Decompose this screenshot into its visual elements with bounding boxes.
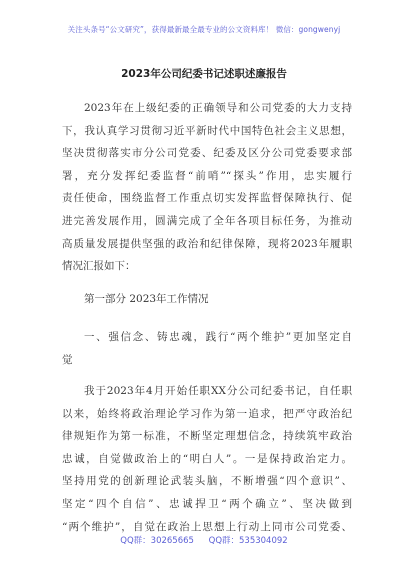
text-line: 2023年在上级纪委的正确领导和公司党委的大力支持 (84, 102, 352, 114)
text-line: 我于2023年4月开始任职XX分公司纪委书记，自任职 (84, 385, 352, 397)
text-line: 忠诚，自觉做政治上的“明白人”。一是保持政治定力。 (62, 452, 352, 465)
paragraph-subheading (62, 326, 352, 371)
paragraph-body (62, 380, 352, 538)
qq-group-1: QQ群：30265665 (120, 536, 194, 546)
text-line: 下，我认真学习贯彻习近平新时代中国特色社会主义思想， (62, 124, 352, 137)
footer-contact (0, 534, 408, 546)
text-line: 进完善发展作用，圆满完成了全年各项目标任务，为推动 (62, 214, 352, 227)
text-line: 情况汇报如下： (62, 260, 136, 273)
document-title: 2023年公司纪委书记述职述廉报告 (121, 68, 287, 80)
paragraph-intro (62, 97, 352, 278)
text-line: 坚持用党的创新理论武装头脑，不断增强“四个意识”、 (62, 475, 352, 488)
text-line: 觉 (62, 353, 73, 366)
text-line: 坚定“四个自信”、忠诚捍卫“两个确立”、坚决做到 (62, 497, 352, 510)
section-heading: 第一部分 2023年工作情况 (84, 293, 209, 305)
text-line: “两个维护”，自觉在政治上思想上行动上同市公司党委、 (62, 520, 352, 533)
text-line: 一、强信念、铸忠魂，践行“两个维护”更加坚定自 (84, 331, 352, 343)
text-line: 坚决贯彻落实市分公司党委、纪委及区分公司党委要求部 (62, 147, 352, 160)
text-line: 律规矩作为第一标准，不断坚定理想信念，持续筑牢政治 (62, 430, 352, 443)
text-line: 署，充分发挥纪委监督“前哨”“探头”作用，忠实履行 (62, 169, 352, 182)
text-line: 责任使命，围绕监督工作重点切实发挥监督保障执行、促 (62, 192, 352, 205)
header-banner: 关注头条号“公文研究”，获得最新最全最专业的公文资料库！ 微信：gongwenyj (67, 25, 341, 34)
text-line: 以来，始终将政治理论学习作为第一追求，把严守政治纪 (62, 407, 352, 420)
qq-group-2: QQ群：535304092 (208, 536, 288, 546)
text-line: 高质量发展提供坚强的政治和纪律保障，现将2023年履职 (62, 237, 352, 250)
